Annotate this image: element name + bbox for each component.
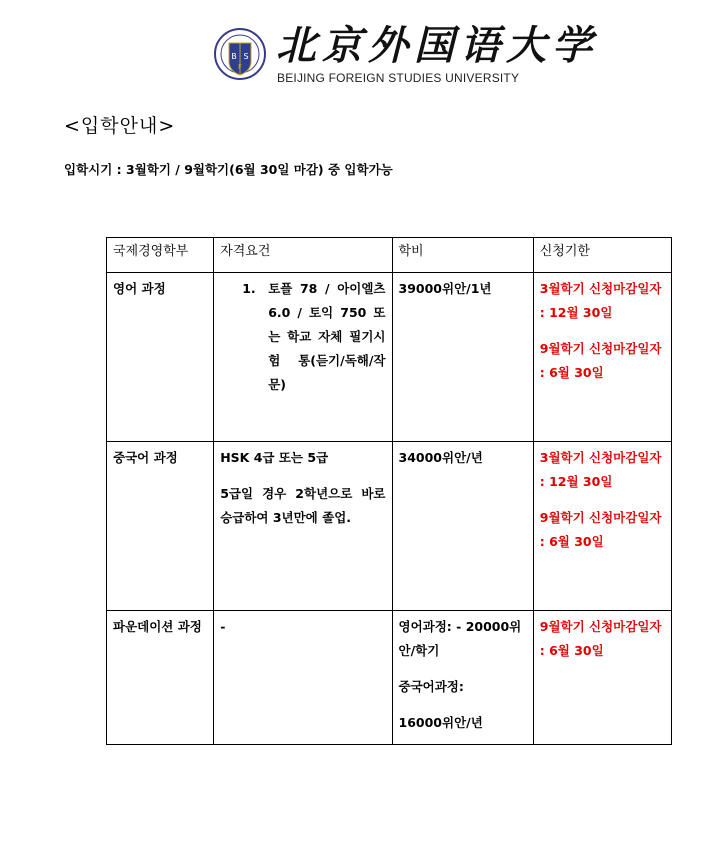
requirement-text: 토플 78 / 아이엘츠 6.0 / 토익 750 또는 학교 자체 필기시험 통(듣기/독해/작문) <box>268 281 386 392</box>
header-deadline: 신청기한 <box>533 238 671 273</box>
requirements-cell <box>214 273 392 442</box>
requirements-cell <box>214 442 392 611</box>
university-name-calligraphy: 北京外国语大学 <box>276 22 598 69</box>
deadline-september: 9월학기 신청마감일자 : 6월 30일 <box>539 341 662 380</box>
admission-table <box>106 237 672 745</box>
tuition-chinese-label: 중국어과정: <box>398 679 464 694</box>
list-number: 1. <box>242 281 256 296</box>
table-row <box>107 442 672 611</box>
deadline-cell <box>533 442 671 611</box>
university-header <box>214 20 598 86</box>
deadline-september: 9월학기 신청마감일자 : 6월 30일 <box>539 619 662 658</box>
requirements-cell: - <box>214 611 392 745</box>
deadline-september: 9월학기 신청마감일자 : 6월 30일 <box>539 510 662 549</box>
deadline-march: 3월학기 신청마감일자 : 12월 30일 <box>539 450 662 489</box>
table-row <box>107 611 672 745</box>
admission-period-text: 입학시기 : 3월학기 / 9월학기(6월 30일 마감) 중 입학가능 <box>64 162 393 177</box>
deadline-march: 3월학기 신청마감일자 : 12월 30일 <box>539 281 662 320</box>
seal-letter-b: B <box>231 52 237 61</box>
header-tuition: 학비 <box>392 238 533 273</box>
deadline-cell <box>533 273 671 442</box>
deadline-cell <box>533 611 671 745</box>
seal-letter-f: F <box>237 63 243 71</box>
header-department: 국제경영학부 <box>107 238 214 273</box>
bfsu-seal-logo <box>214 25 266 83</box>
program-name: 영어 과정 <box>107 273 214 442</box>
program-name: 파운데이션 과정 <box>107 611 214 745</box>
program-name: 중국어 과정 <box>107 442 214 611</box>
requirement-line: HSK 4급 또는 5급 <box>220 450 329 465</box>
tuition-fee: 34000위안/년 <box>392 442 533 611</box>
tuition-chinese-fee: 16000위안/년 <box>398 715 483 730</box>
seal-letter-s: S <box>243 52 249 61</box>
requirement-list-item <box>220 277 385 397</box>
tuition-english: 영어과정: - 20000위안/학기 <box>398 619 522 658</box>
requirement-note: 5급일 경우 2학년으로 바로 승급하여 3년만에 졸업. <box>220 486 386 525</box>
table-header-row <box>107 238 672 273</box>
page-title: <입학안내> <box>64 115 176 137</box>
tuition-cell <box>392 611 533 745</box>
university-name-english: BEIJING FOREIGN STUDIES UNIVERSITY <box>277 71 520 85</box>
tuition-fee: 39000위안/1년 <box>392 273 533 442</box>
header-requirements: 자격요건 <box>214 238 392 273</box>
table-row <box>107 273 672 442</box>
